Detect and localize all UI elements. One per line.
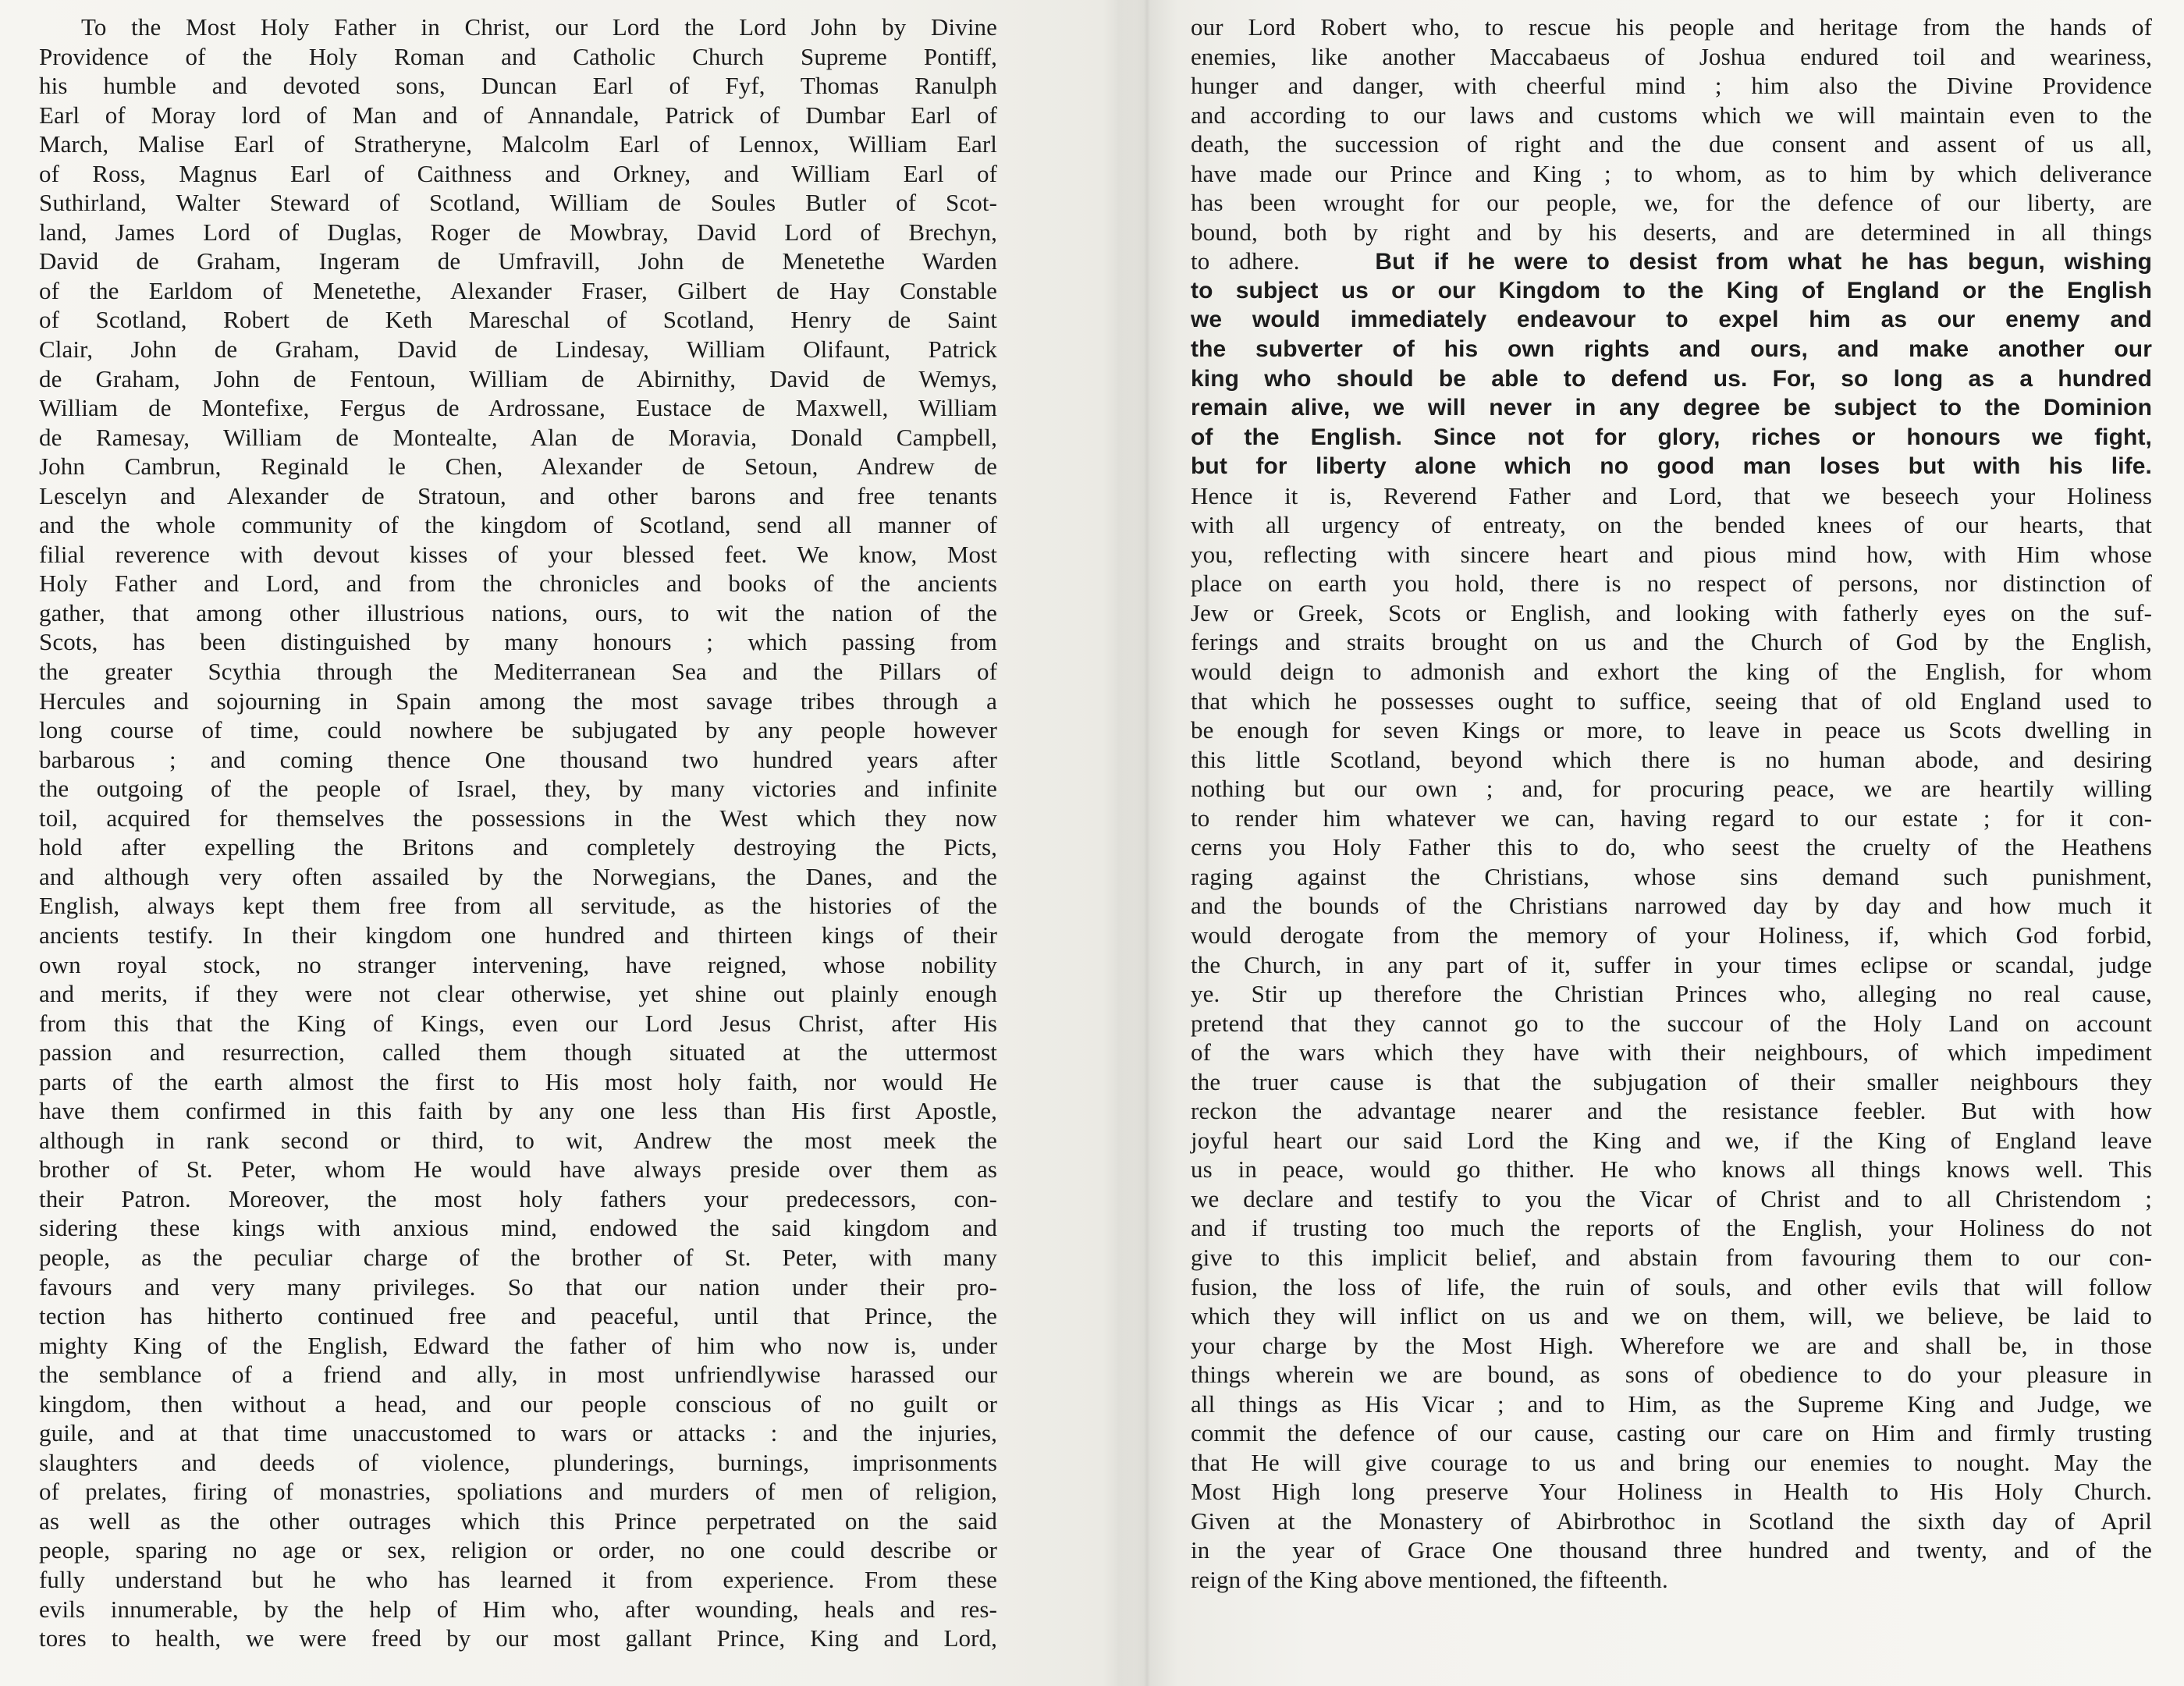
text-line: of the wars which they have with their neighbours, of which impediment xyxy=(1191,1038,2152,1067)
text-line: gather, that among other illustrious nations, ours, to wit the nation of the xyxy=(39,598,997,626)
text-line: would deign to admonish and exhort the king of the English, for whom xyxy=(1191,658,2152,686)
emphasized-line: of the English. Since not for glory, riches or honours we fight, xyxy=(1191,424,2152,450)
text-line: guile, and at that time unaccustomed to wars or attacks : and the injuries, xyxy=(39,1419,997,1447)
mixed-text-line xyxy=(1191,247,2152,276)
text-line: Clair, John de Graham, David de Lindesay, William Olifaunt, Patrick xyxy=(39,335,997,364)
text-line: place on earth you hold, there is no respect of persons, nor distinction of xyxy=(1191,570,2152,598)
text-line: have them confirmed in this faith by any one less than His first Apostle, xyxy=(39,1097,997,1125)
text-line: long course of time, could nowhere be subjugated by any people however xyxy=(39,716,997,744)
text-line: filial reverence with devout kisses of your blessed feet. We know, Most xyxy=(39,540,997,568)
text-line: joyful heart our said Lord the King and we, if the King of England leave xyxy=(1191,1126,2152,1154)
text-line: fully understand but he who has learned it from experience. From these xyxy=(39,1565,997,1593)
text-line: people, as the peculiar charge of the brother of St. Peter, with many xyxy=(39,1243,997,1271)
text-line: Given at the Monastery of Abirbrothoc in Scotland the sixth day of April xyxy=(1191,1507,2152,1535)
text-line: toil, acquired for themselves the possessions in the West which they now xyxy=(39,804,997,832)
text-line: the Church, in any part of it, suffer in your times eclipse or scandal, judge xyxy=(1191,950,2152,978)
emphasized-line: to subject us or our Kingdom to the King of England or the English xyxy=(1191,277,2152,303)
text-line: as well as the other outrages which this Prince perpetrated on the said xyxy=(39,1507,997,1535)
text-line: land, James Lord of Duglas, Roger de Mowbray, David Lord of Brechyn, xyxy=(39,218,997,246)
text-line: be enough for seven Kings or more, to leave in peace us Scots dwelling in xyxy=(1191,716,2152,744)
text-line: although in rank second or third, to wit, Andrew the most meek the xyxy=(39,1126,997,1154)
text-line: which they will inflict on us and we on them, will, we believe, be laid to xyxy=(1191,1302,2152,1330)
text-line: tores to health, we were freed by our most gallant Prince, King and Lord, xyxy=(39,1624,997,1652)
text-line: and according to our laws and customs which we will maintain even to the xyxy=(1191,101,2152,129)
text-line: barbarous ; and coming thence One thousand two hundred years after xyxy=(39,745,997,773)
text-line: kingdom, then without a head, and our people conscious of no guilt or xyxy=(39,1390,997,1418)
text-line: nothing but our own ; and, for procuring peace, we are heartily willing xyxy=(1191,775,2152,803)
text-line: evils innumerable, by the help of Him who, after wounding, heals and res- xyxy=(39,1595,997,1623)
text-line: ye. Stir up therefore the Christian Princes who, alleging no real cause, xyxy=(1191,980,2152,1008)
text-line: de Graham, John de Fentoun, William de Abirnithy, David de Wemys, xyxy=(39,364,997,392)
text-line: Suthirland, Walter Steward of Scotland, William de Soules Butler of Scot- xyxy=(39,189,997,217)
text-line: from this that the King of Kings, even our Lord Jesus Christ, after His xyxy=(39,1009,997,1037)
text-line: passion and resurrection, called them though situated at the uttermost xyxy=(39,1038,997,1067)
left-page xyxy=(39,12,997,1653)
text-line: tection has hitherto continued free and peaceful, until that Prince, the xyxy=(39,1302,997,1330)
text-line: Jew or Greek, Scots or English, and looking with fatherly eyes on the suf- xyxy=(1191,598,2152,626)
text-line: us in peace, would go thither. He who knows all things knows well. This xyxy=(1191,1155,2152,1184)
text-line: things wherein we are bound, as sons of obedience to do your pleasure in xyxy=(1191,1361,2152,1389)
text-line: the outgoing of the people of Israel, they, by many victories and infinite xyxy=(39,775,997,803)
text-line: hunger and danger, with cheerful mind ; him also the Divine Providence xyxy=(1191,72,2152,100)
text-line: of Scotland, Robert de Keth Mareschal of Scotland, Henry de Saint xyxy=(39,306,997,334)
text-line: their Patron. Moreover, the most holy fathers your predecessors, con- xyxy=(39,1184,997,1212)
emphasized-line: the subverter of his own rights and ours, and make another our xyxy=(1191,336,2152,363)
text-line: of Ross, Magnus Earl of Caithness and Orkney, and William Earl of xyxy=(39,159,997,187)
text-line: and merits, if they were not clear otherwise, yet shine out plainly enough xyxy=(39,980,997,1008)
text-line: Hercules and sojourning in Spain among the most savage tribes through a xyxy=(39,687,997,715)
text-line: Holy Father and Lord, and from the chronicles and books of the ancients xyxy=(39,570,997,598)
text-line: would derogate from the memory of your Holiness, if, which God forbid, xyxy=(1191,921,2152,949)
emphasized-line: king who should be able to defend us. For, so long as a hundred xyxy=(1191,365,2152,392)
text-line: March, Malise Earl of Stratheryne, Malcolm Earl of Lennox, William Earl xyxy=(39,130,997,158)
text-line: ferings and straits brought on us and the Church of God by the English, xyxy=(1191,628,2152,656)
text-line: the truer cause is that the subjugation of their smaller neighbours they xyxy=(1191,1067,2152,1095)
text-line: Hence it is, Reverend Father and Lord, that we beseech your Holiness xyxy=(1191,481,2152,509)
text-line: people, sparing no age or sex, religion or order, no one could describe or xyxy=(39,1536,997,1564)
text-line: commit the defence of our cause, casting our care on Him and firmly trusting xyxy=(1191,1419,2152,1447)
text-line: we declare and testify to you the Vicar of Christ and to all Christendom ; xyxy=(1191,1184,2152,1212)
text-line: William de Montefixe, Fergus de Ardrossane, Eustace de Maxwell, William xyxy=(39,394,997,422)
text-line: brother of St. Peter, whom He would have always preside over them as xyxy=(39,1155,997,1184)
text-line: the greater Scythia through the Mediterranean Sea and the Pillars of xyxy=(39,658,997,686)
text-fragment: to adhere. xyxy=(1191,247,1300,275)
text-line: this little Scotland, beyond which there is no human abode, and desiring xyxy=(1191,745,2152,773)
text-line: that which he possesses ought to suffice, seeing that of old England used to xyxy=(1191,687,2152,715)
text-line: favours and very many privileges. So that our nation under their pro- xyxy=(39,1272,997,1301)
text-line: and the bounds of the Christians narrowed day by day and how much it xyxy=(1191,892,2152,920)
text-line: to render him whatever we can, having regard to our estate ; for it con- xyxy=(1191,804,2152,832)
text-line: you, reflecting with sincere heart and pious mind how, with Him whose xyxy=(1191,540,2152,568)
text-line: with all urgency of entreaty, on the bended knees of our hearts, that xyxy=(1191,511,2152,539)
text-line: reckon the advantage nearer and the resistance feebler. But with how xyxy=(1191,1097,2152,1125)
text-line: have made our Prince and King ; to whom, as to him by which deliverance xyxy=(1191,159,2152,187)
text-line: give to this implicit belief, and abstain from favouring them to our con- xyxy=(1191,1243,2152,1271)
text-line: Providence of the Holy Roman and Catholic Church Supreme Pontiff, xyxy=(39,42,997,70)
text-line: your charge by the Most High. Wherefore we are and shall be, in those xyxy=(1191,1331,2152,1359)
text-line: cerns you Holy Father this to do, who seest the cruelty of the Heathens xyxy=(1191,833,2152,861)
text-line: raging against the Christians, whose sins demand such punishment, xyxy=(1191,862,2152,890)
text-line: death, the succession of right and the due consent and assent of us all, xyxy=(1191,130,2152,158)
text-line: enemies, like another Maccabaeus of Joshua endured toil and weariness, xyxy=(1191,42,2152,70)
text-line: in the year of Grace One thousand three hundred and twenty, and of the xyxy=(1191,1536,2152,1564)
text-line: pretend that they cannot go to the succour of the Holy Land on account xyxy=(1191,1009,2152,1037)
text-line: own royal stock, no stranger intervening, have reigned, whose nobility xyxy=(39,950,997,978)
text-line: To the Most Holy Father in Christ, our Lord the Lord John by Divine xyxy=(81,13,997,41)
book-gutter xyxy=(1116,0,1178,1686)
text-line: slaughters and deeds of violence, plunderings, burnings, imprisonments xyxy=(39,1448,997,1476)
text-line: our Lord Robert who, to rescue his people and heritage from the hands of xyxy=(1191,13,2152,41)
text-line: fusion, the loss of life, the ruin of souls, and other evils that will follow xyxy=(1191,1272,2152,1301)
text-line: the semblance of a friend and ally, in most unfriendlywise harassed our xyxy=(39,1361,997,1389)
emphasized-line: we would immediately endeavour to expel him as our enemy and xyxy=(1191,307,2152,333)
text-line: and if trusting too much the reports of the English, your Holiness do not xyxy=(1191,1214,2152,1242)
text-line: reign of the King above mentioned, the fifteenth. xyxy=(1191,1565,1668,1593)
text-line: and the whole community of the kingdom of Scotland, send all manner of xyxy=(39,511,997,539)
text-line: de Ramesay, William de Montealte, Alan de Moravia, Donald Campbell, xyxy=(39,423,997,451)
text-line: all things as His Vicar ; and to Him, as the Supreme King and Judge, we xyxy=(1191,1390,2152,1418)
text-line: has been wrought for our people, we, for the defence of our liberty, are xyxy=(1191,189,2152,217)
text-line: of the Earldom of Menetethe, Alexander Fraser, Gilbert de Hay Constable xyxy=(39,276,997,304)
text-line: his humble and devoted sons, Duncan Earl of Fyf, Thomas Ranulph xyxy=(39,72,997,100)
text-line: that He will give courage to us and bring our enemies to nought. May the xyxy=(1191,1448,2152,1476)
text-line: hold after expelling the Britons and completely destroying the Picts, xyxy=(39,833,997,861)
text-line: David de Graham, Ingeram de Umfravill, John de Menetethe Warden xyxy=(39,247,997,275)
text-line: Most High long preserve Your Holiness in Health to His Holy Church. xyxy=(1191,1478,2152,1506)
text-line: John Cambrun, Reginald le Chen, Alexander de Setoun, Andrew de xyxy=(39,453,997,481)
text-line: sidering these kings with anxious mind, endowed the said kingdom and xyxy=(39,1214,997,1242)
text-line: and although very often assailed by the Norwegians, the Danes, and the xyxy=(39,862,997,890)
text-line: bound, both by right and by his deserts, and are determined in all things xyxy=(1191,218,2152,246)
emphasized-text: But if he were to desist from what he has begun, wishing xyxy=(1375,249,2153,275)
text-line: English, always kept them free from all servitude, as the histories of the xyxy=(39,892,997,920)
right-page xyxy=(1191,12,2152,1595)
emphasized-line: remain alive, we will never in any degree be subject to the Dominion xyxy=(1191,395,2152,421)
text-line: Earl of Moray lord of Man and of Annandale, Patrick of Dumbar Earl of xyxy=(39,101,997,129)
text-line: Scots, has been distinguished by many honours ; which passing from xyxy=(39,628,997,656)
text-line: mighty King of the English, Edward the father of him who now is, under xyxy=(39,1331,997,1359)
text-line: parts of the earth almost the first to His most holy faith, nor would He xyxy=(39,1067,997,1095)
text-line: ancients testify. In their kingdom one hundred and thirteen kings of their xyxy=(39,921,997,949)
text-line: of prelates, firing of monastries, spoliations and murders of men of religion, xyxy=(39,1478,997,1506)
emphasized-line: but for liberty alone which no good man loses but with his life. xyxy=(1191,453,2152,480)
text-line: Lescelyn and Alexander de Stratoun, and other barons and free tenants xyxy=(39,481,997,509)
